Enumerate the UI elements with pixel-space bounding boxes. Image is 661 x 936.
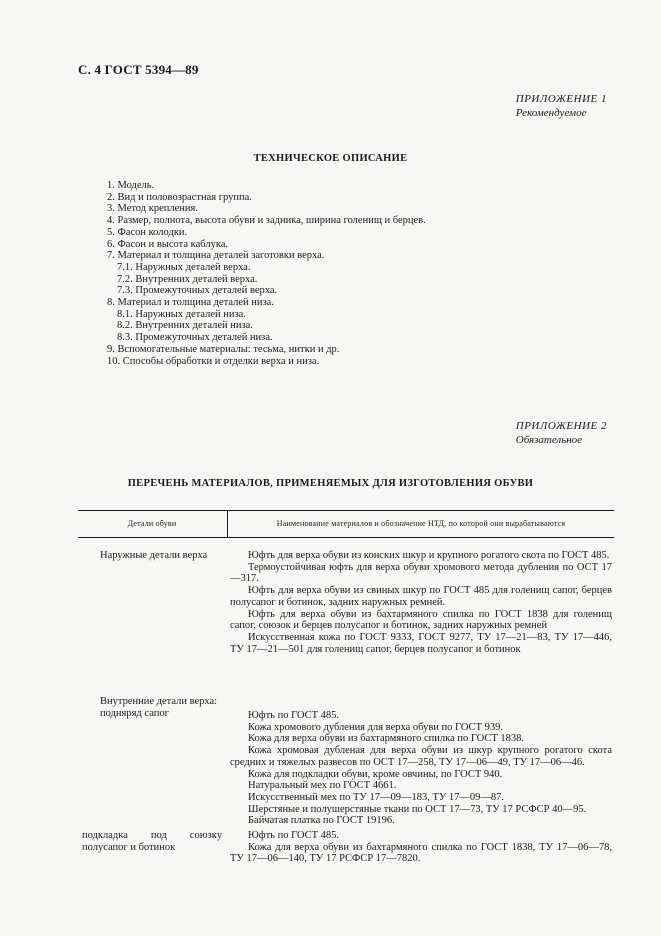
material-entry: Юфть по ГОСТ 485.	[248, 710, 340, 721]
list-item: 2. Вид и половозрастная группа.	[107, 191, 252, 203]
section-title-technical-description: ТЕХНИЧЕСКОЕ ОПИСАНИЕ	[253, 153, 408, 164]
appendix-2-note: Обязательное	[515, 434, 583, 446]
list-item: 3. Метод крепления.	[107, 203, 198, 215]
material-entry: Кожа для верха обуви из бахтармяного спилка по ГОСТ 1838, ТУ 17—06—78, ТУ 17—06—140, ТУ 17 РСФСР 17—7820.	[230, 841, 612, 865]
section-title-materials-list: ПЕРЕЧЕНЬ МАТЕРИАЛОВ, ПРИМЕНЯЕМЫХ ДЛЯ ИЗГОТОВЛЕНИЯ ОБУВИ	[127, 478, 534, 489]
table-header	[78, 510, 614, 538]
table-part-cell	[82, 830, 222, 853]
table-part-cell	[100, 696, 240, 719]
technical-description-list	[107, 180, 426, 367]
list-subitem: 8.2. Внутренних деталей низа.	[117, 320, 253, 332]
appendix-1-title: ПРИЛОЖЕНИЕ 1	[515, 93, 607, 105]
material-entry: Шерстяные и полушерстяные ткани по ОСТ 17—73, ТУ 17 РСФСР 40—95.	[248, 803, 587, 815]
table-materials-cell	[230, 830, 612, 865]
column-header-materials: Наименование материалов и обозначение НТД, по которой они вырабатываются	[276, 519, 566, 528]
material-entry: Искусственная кожа по ГОСТ 9333, ГОСТ 9277, ТУ 17—21—83, ТУ 17—446, ТУ 17—21—501 для голенищ сапог, берцев полусапог и ботинок	[230, 631, 612, 655]
materials-table	[78, 510, 614, 865]
page-header: С. 4 ГОСТ 5394—89	[78, 62, 199, 77]
table-materials-cell	[230, 550, 612, 655]
material-entry: Натуральный мех по ГОСТ 4661.	[248, 780, 397, 792]
table-part-cell: Наружные детали верха	[100, 550, 208, 561]
material-entry: Кожа хромовая дубленая для верха обуви из шкур крупного рогатого скота средних и тяжелых развесов по ОСТ 17—258, ТУ 17—06—49, ТУ 17—06—46.	[230, 745, 612, 768]
list-item: 9. Вспомогательные материалы: тесьма, нитки и др.	[107, 343, 340, 355]
table-materials-cell	[230, 710, 612, 827]
appendix-2-title: ПРИЛОЖЕНИЕ 2	[515, 420, 607, 432]
material-entry: Искусственный мех по ТУ 17—09—183, ТУ 17—09—87.	[248, 791, 505, 803]
material-entry: Термоустойчивая юфть для верха обуви хромового метода дубления по ОСТ 17—317.	[230, 561, 612, 585]
appendix-2-label	[516, 419, 607, 447]
appendix-1-note: Рекомендуемое	[515, 107, 587, 119]
table-part-subtitle: подняряд сапог	[100, 707, 169, 719]
material-entry: Юфть по ГОСТ 485.	[248, 830, 340, 841]
material-entry: Байчатая платка по ГОСТ 19196.	[248, 815, 395, 827]
material-entry: Юфть для верха обуви из конских шкур и крупного рогатого скота по ГОСТ 485.	[248, 550, 610, 561]
list-item: 7. Материал и толщина деталей заготовки верха.	[107, 250, 325, 262]
list-item: 5. Фасон колодки.	[107, 226, 188, 238]
table-part-title: подкладка под союзку	[82, 830, 222, 841]
list-item: 10. Способы обработки и отделки верха и низа.	[107, 355, 320, 367]
list-item: 1. Модель.	[107, 180, 155, 191]
list-item: 4. Размер, полнота, высота обуви и задника, ширина голенищ и берцев.	[107, 215, 426, 227]
column-header-parts: Детали обуви	[127, 519, 177, 528]
table-part-title: Внутренние детали верха:	[100, 696, 218, 707]
list-subitem: 8.3. Промежуточных деталей низа.	[117, 332, 273, 344]
material-entry: Кожа для верха обуви из бахтармяного спилка по ГОСТ 1838.	[248, 733, 525, 745]
list-subitem: 7.3. Промежуточных деталей верха.	[117, 285, 278, 297]
material-entry: Юфть для верха обуви из бахтармяного спилка по ГОСТ 1838 для голенищ сапог, союзок и берцев полусапог и ботинок, задних наружных ремней	[230, 608, 612, 632]
list-subitem: 7.2. Внутренних деталей верха.	[117, 273, 258, 285]
material-entry: Кожа хромового дубления для верха обуви по ГОСТ 939.	[248, 721, 503, 733]
list-subitem: 7.1. Наружных деталей верха.	[117, 261, 251, 273]
list-item: 8. Материал и толщина деталей низа.	[107, 297, 274, 309]
material-entry: Кожа для подкладки обуви, кроме овчины, по ГОСТ 940.	[248, 768, 503, 780]
material-entry: Юфть для верха обуви из свиных шкур по ГОСТ 485 для голенищ сапог, берцев полусапог и ботинок, задних наружных ремней.	[230, 585, 612, 608]
list-item: 6. Фасон и высота каблука.	[107, 238, 229, 250]
list-subitem: 8.1. Наружных деталей низа.	[117, 308, 246, 320]
table-part-subtitle: полусапог и ботинок	[82, 841, 176, 853]
appendix-1-label	[516, 92, 607, 120]
